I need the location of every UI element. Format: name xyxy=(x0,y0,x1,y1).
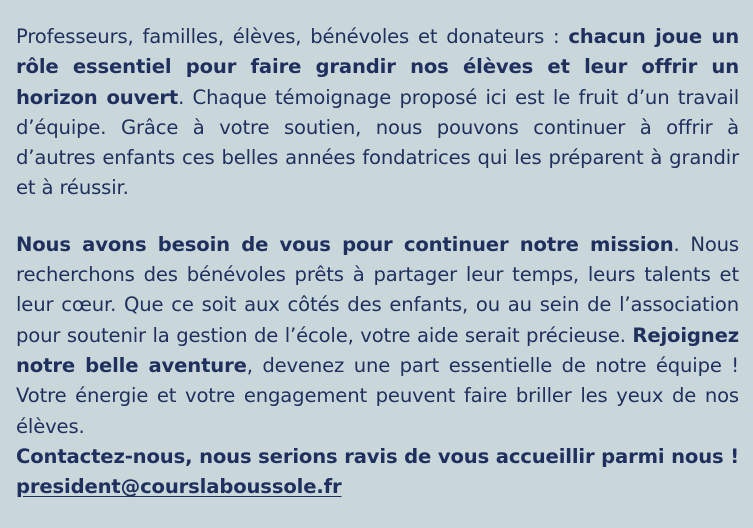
intro-text: Professeurs, familles, élèves, bénévoles et donateurs : xyxy=(16,25,569,48)
mission-text: . Nous recherchons des bénévoles prêts à partager leur temps, leurs talents et leur cœur. Que ce soit aux côtés des enfants, ou au sein de l’association pour soutenir la gestion de l’école, votre aide serait précieuse. xyxy=(16,232,739,347)
intro-emphasis: chacun joue un rôle essentiel pour faire grandir nos élèves et leur offrir un horizon ouvert xyxy=(16,25,740,109)
mission-emphasis: Nous avons besoin de vous pour continuer notre mission xyxy=(16,232,674,256)
contact-heading xyxy=(16,442,739,472)
intro-rest-text: . Chaque témoignage proposé ici est le fruit d’un travail d’équipe. Grâce à votre soutien, nous pouvons continuer à offrir à d’autres enfants ces belles années fondatrices qui les préparent à grandir et à réussir. xyxy=(16,85,739,200)
intro-paragraph xyxy=(16,22,739,204)
contact-email-link[interactable]: president@courslaboussole.fr xyxy=(16,475,342,499)
contact-email-line xyxy=(16,472,739,502)
join-text: , devenez une part essentielle de notre équipe ! Votre énergie et votre engagement peuvent faire briller les yeux de nos élèves. xyxy=(16,353,739,438)
mission-paragraph xyxy=(16,230,739,442)
contact-heading-text: Contactez-nous, nous serions ravis de vous accueillir parmi nous ! xyxy=(16,444,739,468)
join-emphasis: Rejoignez notre belle aventure xyxy=(16,323,739,377)
